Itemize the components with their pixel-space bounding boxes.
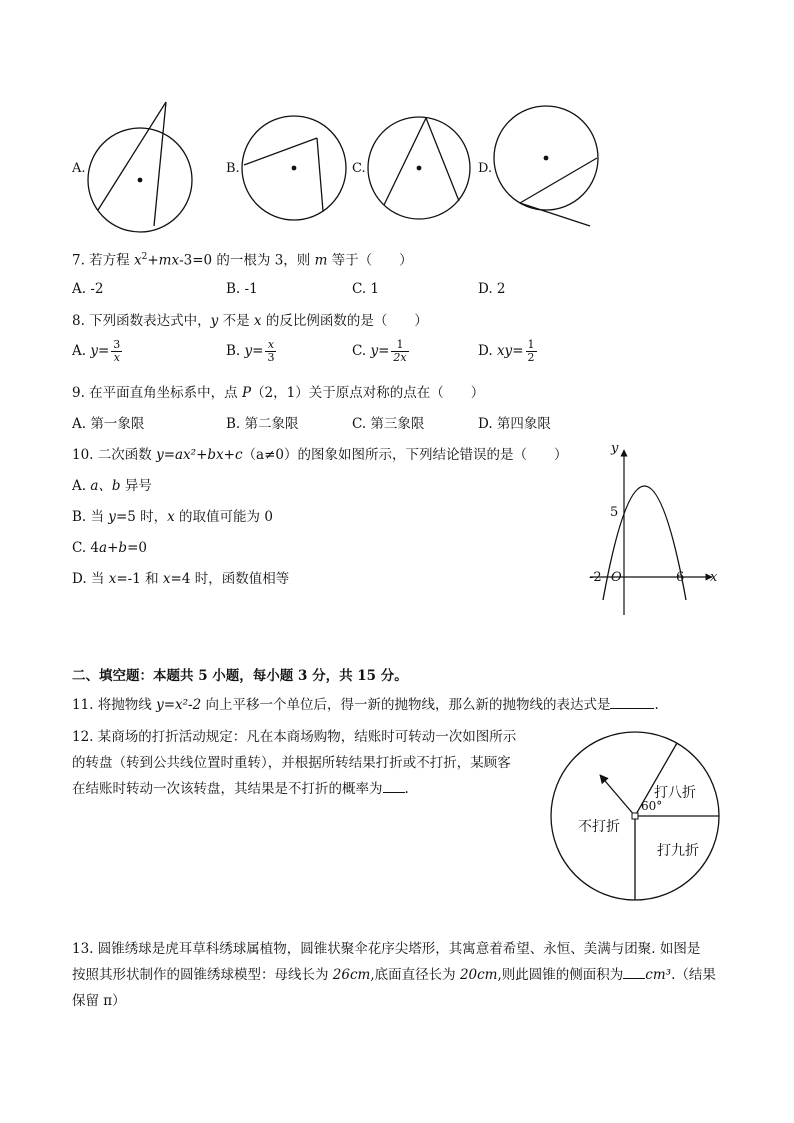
q10-y-label: y [611, 441, 619, 456]
q12-stem: 12. 某商场的打折活动规定：凡在本商场购物，结账时可转动一次如图所示 的转盘（转到公共线位置时重转），并根据所转结果打折或不打折，某顾客 在结账时转动一次该转盘，其结果是不打折的概率为 . [72, 729, 517, 797]
q7-option-b: B. -1 [226, 281, 258, 297]
q10-tick-neg2: -2 [589, 570, 602, 585]
q9-option-c: C. 第三象限 [352, 416, 425, 432]
q7-stem: 7. 若方程 $x^2+mx-3=0$ 的一根为 3，则 m 等于（ ） [72, 252, 413, 269]
q12-angle-label: 60° [641, 799, 663, 813]
q10-option-a: A. a、b 异号 [72, 478, 152, 494]
q10-stem: 10. 二次函数 y=ax²+bx+c（a≠0）的图象如图所示，下列结论错误的是（ ） [72, 447, 568, 463]
q9-stem: 9. 在平面直角坐标系中，点 P（2，1）关于原点对称的点在（ ） [72, 385, 485, 401]
q10-option-d: D. 当 x=-1 和 x=4 时，函数值相等 [72, 571, 290, 587]
q12-label-10-off: 打九折 [657, 843, 699, 859]
q10-tick-6: 6 [676, 570, 685, 585]
q13-answer-blank [623, 978, 645, 979]
section-2-heading: 二、填空题：本题共 5 小题，每小题 3 分，共 15 分。 [72, 668, 408, 684]
q13-stem: 13. 圆锥绣球是虎耳草科绣球属植物，圆锥状聚伞花序尖塔形，其寓意着希望、永恒、美满与团聚. 如图是 按照其形状制作的圆锥绣球模型：母线长为 26cm,底面直径长为 20cm,则此圆锥的侧面积为 cm³.（结果 保留 π） [72, 941, 716, 1009]
q8-stem: 8. 下列函数表达式中，y 不是 x 的反比例函数的是（ ） [72, 313, 428, 329]
q12-label-no-discount: 不打折 [578, 819, 620, 835]
q9-option-d: D. 第四象限 [478, 416, 551, 432]
q8-option-d: D. xy= $\frac{1}{2}$ [478, 338, 535, 364]
q10-tick-5: 5 [610, 505, 619, 520]
q9-option-b: B. 第二象限 [226, 416, 299, 432]
q9-option-a: A. 第一象限 [72, 416, 145, 432]
q6-label-b: B. [226, 161, 240, 176]
q8-option-a: A. y= $\frac{3}{x}$ [72, 338, 121, 364]
q12-pointer [600, 775, 635, 816]
q6-label-d: D. [478, 161, 493, 176]
q10-option-b: B. 当 y=5 时，x 的取值可能为 0 [72, 509, 273, 525]
q11-stem: 11. 将抛物线 y=x²-2 向上平移一个单位后，得一新的抛物线，那么新的抛物线的表达式是 . [72, 697, 659, 713]
q10-x-label: x [710, 570, 718, 585]
q10-option-c: C. 4a+b=0 [72, 540, 147, 556]
q7-option-d: D. 2 [478, 281, 506, 297]
q8-option-c: C. y= $\frac{1}{2x}$ [352, 338, 407, 364]
q10-origin-label: O [611, 570, 622, 585]
q6-label-a: A. [72, 161, 86, 176]
q8-option-b: B. y= $\frac{x}{3}$ [226, 338, 275, 364]
q12-label-20-off: 打八折 [654, 785, 696, 801]
q6-label-c: C. [352, 161, 366, 176]
q7-option-c: C. 1 [352, 281, 380, 297]
q7-option-a: A. -2 [72, 281, 104, 297]
